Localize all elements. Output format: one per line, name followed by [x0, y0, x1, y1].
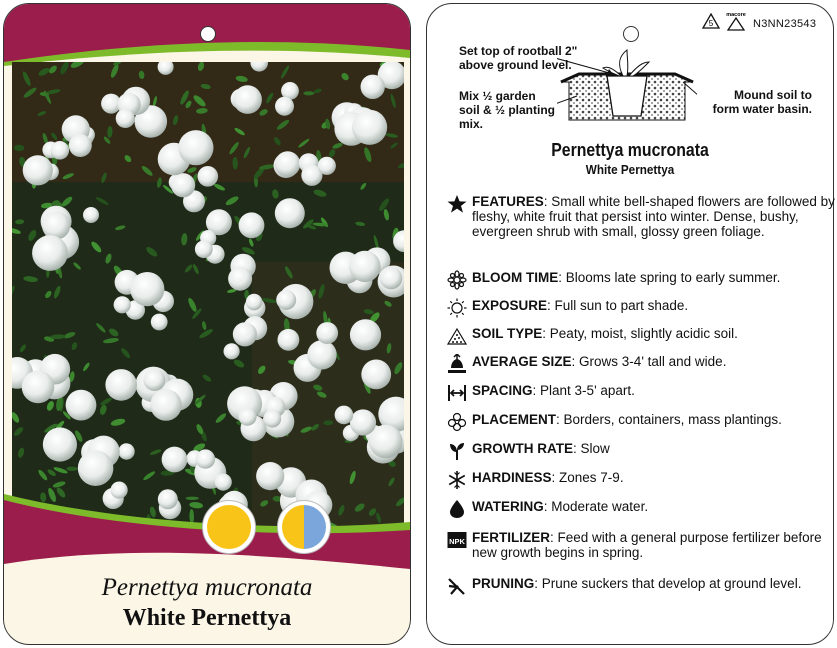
feature-features: FEATURES: Small white bell-shaped flowers are followed by fleshy, white fruit that persist into winter. Dense, bushy, evergreen shrub with small, glossy green foliage. — [447, 194, 837, 239]
feature-text: Feed with a general purpose fertilizer before new growth begins in spring. — [472, 530, 822, 560]
feature-fertilizer: NPK FERTILIZER: Feed with a general purpose fertilizer before new growth begins in spring. — [447, 530, 837, 560]
flower-icon — [447, 270, 467, 290]
tag-hole — [623, 26, 639, 42]
tag-hole — [200, 26, 216, 42]
feature-label: SOIL TYPE — [472, 326, 543, 341]
pruners-icon — [447, 576, 467, 596]
diagram-note-rootball: Set top of rootball 2" above ground level. — [459, 44, 578, 72]
feature-text: Prune suckers that develop at ground level. — [541, 576, 802, 591]
planting-diagram-icon — [557, 44, 697, 126]
common-name: White Pernettya — [122, 605, 292, 631]
feature-pruning: PRUNING: Prune suckers that develop at ground level. — [447, 576, 837, 591]
feature-text: Plant 3-5' apart. — [540, 383, 635, 398]
feature-average-size: AVERAGE SIZE: Grows 3-4' tall and wide. — [447, 354, 837, 369]
water-drop-icon — [447, 499, 467, 519]
feature-label: PRUNING — [472, 576, 535, 591]
plant-tag-back — [426, 3, 834, 645]
recycle-icon — [701, 12, 721, 32]
star-icon — [447, 194, 467, 214]
diagram-note-water-basin: Mound soil to form water basin. — [712, 88, 812, 116]
soil-icon — [447, 326, 467, 346]
feature-text: Zones 7-9. — [559, 470, 624, 485]
feature-label: SPACING — [472, 383, 533, 398]
feature-label: WATERING — [472, 499, 544, 514]
latin-name: Pernettya mucronata — [551, 140, 709, 160]
feature-soil-type: SOIL TYPE: Peaty, moist, slightly acidic soil. — [447, 326, 837, 341]
full-sun-icon — [202, 500, 256, 554]
feature-label: FEATURES — [472, 194, 544, 209]
feature-exposure: EXPOSURE: Full sun to part shade. — [447, 298, 837, 313]
plant-tag-front — [3, 3, 411, 645]
feature-label: PLACEMENT — [472, 412, 556, 427]
snowflake-icon — [447, 470, 467, 490]
brand-mark: macore — [726, 12, 746, 18]
plant-photo — [12, 62, 404, 532]
recycle-number: 5 — [708, 19, 714, 28]
common-name: White Pernettya — [585, 162, 675, 177]
feature-bloom-time: BLOOM TIME: Blooms late spring to early summer. — [447, 270, 837, 285]
macore-logo-icon — [725, 10, 747, 32]
placement-icon — [447, 412, 467, 432]
feature-text: Borders, containers, mass plantings. — [563, 412, 782, 427]
feature-text: Slow — [580, 441, 610, 456]
feature-hardiness: HARDINESS: Zones 7-9. — [447, 470, 837, 485]
growth-icon — [447, 441, 467, 461]
diagram-note-soil-mix: Mix ½ garden soil & ½ planting mix. — [459, 89, 556, 131]
feature-label: FERTILIZER — [472, 530, 550, 545]
feature-label: AVERAGE SIZE — [472, 354, 572, 369]
feature-text: Moderate water. — [551, 499, 649, 514]
feature-label: BLOOM TIME — [472, 270, 559, 285]
feature-label: HARDINESS — [472, 470, 552, 485]
sku-code: N3NN23543 — [753, 18, 817, 30]
part-shade-icon — [277, 500, 331, 554]
feature-growth-rate: GROWTH RATE: Slow — [447, 441, 837, 456]
feature-text: Peaty, moist, slightly acidic soil. — [549, 326, 738, 341]
spacing-icon — [447, 383, 467, 403]
feature-placement: PLACEMENT: Borders, containers, mass plantings. — [447, 412, 837, 427]
feature-spacing: SPACING: Plant 3-5' apart. — [447, 383, 837, 398]
feature-text: Full sun to part shade. — [554, 298, 689, 313]
latin-name: Pernettya mucronata — [101, 574, 313, 601]
size-icon — [447, 354, 467, 374]
feature-text: Small white bell-shaped flowers are followed by fleshy, white fruit that persist into winter. Dense, bushy, evergreen shrub with small, glossy green foliage. — [472, 194, 835, 239]
feature-label: GROWTH RATE — [472, 441, 573, 456]
sun-icon — [447, 298, 467, 318]
feature-text: Grows 3-4' tall and wide. — [579, 354, 727, 369]
svg-text:NPK: NPK — [449, 537, 465, 546]
feature-text: Blooms late spring to early summer. — [565, 270, 781, 285]
npk-icon — [447, 530, 467, 550]
feature-label: EXPOSURE — [472, 298, 548, 313]
feature-watering: WATERING: Moderate water. — [447, 499, 837, 514]
